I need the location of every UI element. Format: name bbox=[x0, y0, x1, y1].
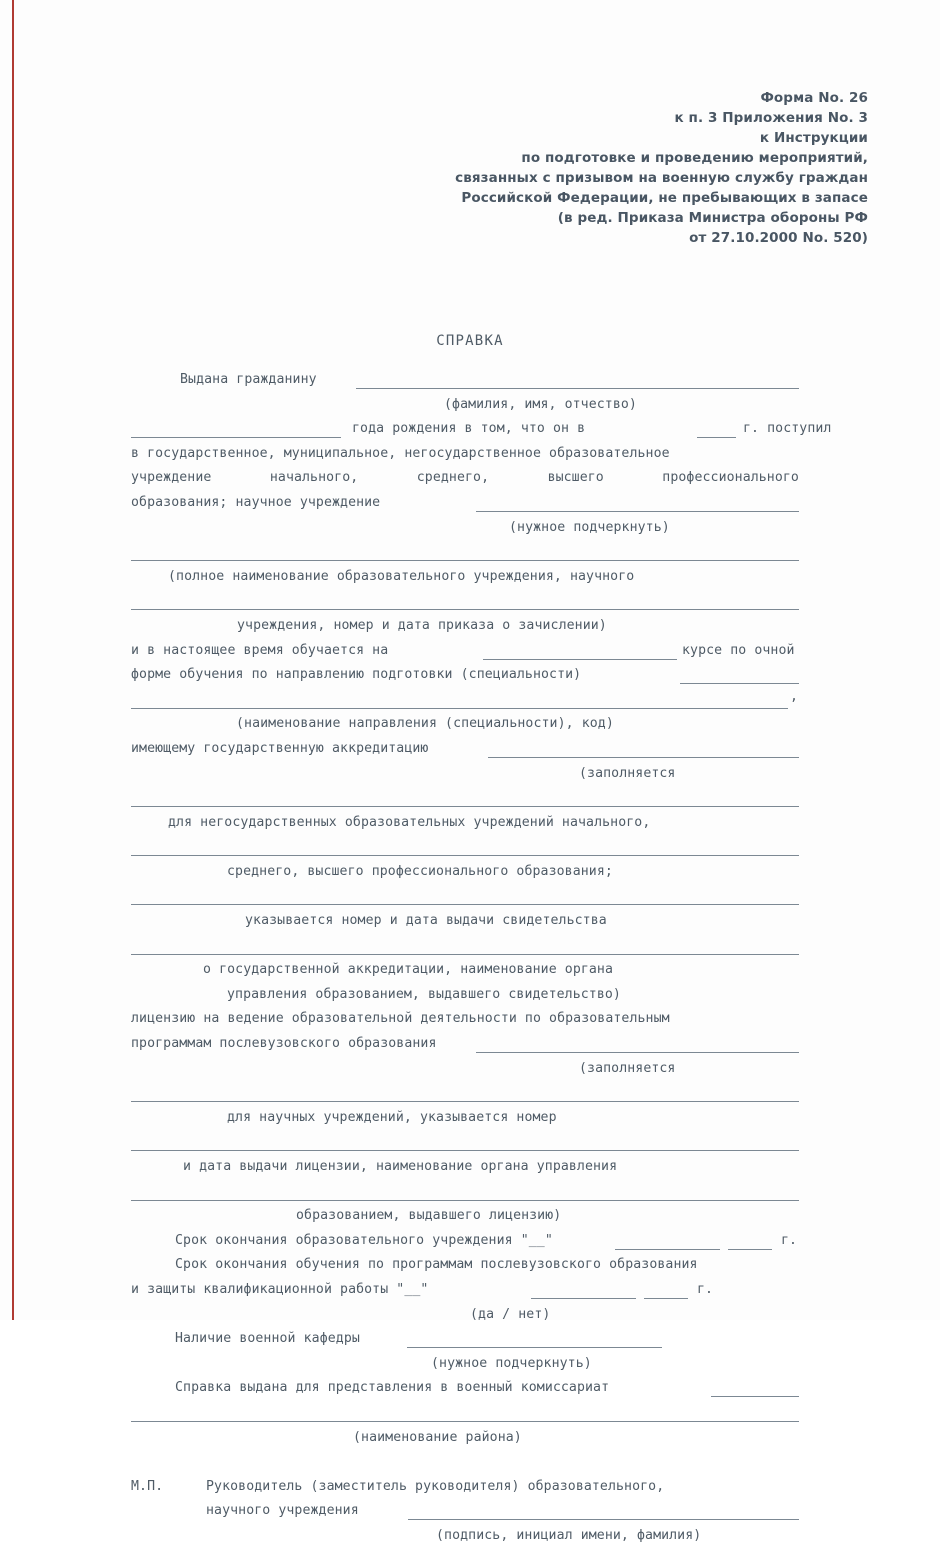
caption-fio: (фамилия, имя, отчество) bbox=[444, 396, 637, 412]
row-caption-sci-org bbox=[131, 1106, 799, 1131]
blank-district[interactable] bbox=[131, 1421, 799, 1422]
blank-accreditation[interactable] bbox=[488, 757, 799, 758]
row-underline-hint-2 bbox=[131, 1352, 799, 1377]
header-line-1: Форма No. 26 bbox=[760, 90, 868, 106]
row-fill-note-2 bbox=[131, 1057, 799, 1082]
text-institution-types: в государственное, муниципальное, негосударственное образовательное bbox=[131, 445, 670, 461]
row-spacer-1 bbox=[131, 1450, 799, 1475]
blank-levels[interactable] bbox=[131, 855, 799, 856]
row-caption-full-name bbox=[131, 565, 799, 590]
label-admitted: г. поступил bbox=[743, 421, 832, 437]
row-underline-hint-1 bbox=[131, 516, 799, 541]
blank-graduation-month[interactable] bbox=[615, 1249, 720, 1250]
text-scientific-institution: образования; научное учреждение bbox=[131, 494, 381, 510]
blank-sci-org[interactable] bbox=[131, 1101, 799, 1102]
header-line-2: к п. 3 Приложения No. 3 bbox=[674, 110, 868, 126]
caption-order-number: учреждения, номер и дата приказа о зачислении) bbox=[237, 617, 607, 633]
caption-signature: (подпись, инициал имени, фамилия) bbox=[436, 1527, 702, 1543]
text-level-professional: профессионального bbox=[662, 470, 799, 486]
text-license: лицензию на ведение образовательной деятельности по образовательным bbox=[131, 1011, 670, 1027]
text-level-higher: высшего bbox=[547, 470, 604, 486]
row-military-department bbox=[131, 1327, 799, 1352]
row-blank-cert-body bbox=[131, 934, 799, 959]
row-accreditation bbox=[131, 737, 799, 762]
blank-course[interactable] bbox=[483, 659, 677, 660]
caption-sci-org: для научных учреждений, указывается номер bbox=[227, 1109, 557, 1125]
text-accreditation: имеющему государственную аккредитацию bbox=[131, 740, 429, 756]
caption-levels: среднего, высшего профессионального образования; bbox=[227, 863, 613, 879]
text-thesis-year-suffix: г. bbox=[697, 1281, 714, 1297]
text-signatory: Руководитель (заместитель руководителя) образовательного, bbox=[206, 1478, 665, 1494]
row-thesis-defense bbox=[131, 1278, 799, 1303]
row-caption-license-body bbox=[131, 1204, 799, 1229]
row-institution-types bbox=[131, 442, 799, 467]
row-blank-specialty-2 bbox=[131, 688, 799, 713]
label-issued-to: Выдана гражданину bbox=[180, 372, 317, 387]
text-postgrad-end: Срок окончания обучения по программам послевузовского образования bbox=[175, 1257, 698, 1273]
header-line-8: от 27.10.2000 No. 520) bbox=[689, 230, 868, 246]
blank-signature[interactable] bbox=[408, 1519, 799, 1520]
text-postgrad-programs: программам послевузовского образования bbox=[131, 1036, 437, 1052]
blank-specialty[interactable] bbox=[680, 683, 799, 684]
text-level-uchrezhdenie: учреждение bbox=[131, 470, 212, 486]
text-level-secondary: среднего, bbox=[416, 470, 490, 486]
text-military-department: Наличие военной кафедры bbox=[175, 1331, 360, 1347]
row-caption-accred-body bbox=[131, 958, 799, 983]
text-graduation-year-suffix: г. bbox=[781, 1232, 798, 1248]
caption-district: (наименование района) bbox=[353, 1429, 522, 1445]
text-graduation-date: Срок окончания образовательного учреждения "__" bbox=[175, 1232, 553, 1248]
row-blank-full-2 bbox=[131, 589, 799, 614]
row-education-levels bbox=[131, 466, 799, 491]
row-blank-levels bbox=[131, 835, 799, 860]
row-caption-cert bbox=[131, 909, 799, 934]
row-caption-levels bbox=[131, 860, 799, 885]
blank-nongov[interactable] bbox=[131, 806, 799, 807]
row-caption-license-date bbox=[131, 1155, 799, 1180]
text-issued-for: Справка выдана для представления в военный комиссариат bbox=[175, 1380, 610, 1396]
caption-underline-2: (нужное подчеркнуть) bbox=[431, 1355, 592, 1371]
caption-accred-body: о государственной аккредитации, наименование органа bbox=[203, 962, 614, 978]
blank-full-name-institution[interactable] bbox=[131, 560, 799, 561]
row-blank-district bbox=[131, 1401, 799, 1426]
row-blank-full-1 bbox=[131, 540, 799, 565]
stamp-place-label: М.П. bbox=[131, 1478, 164, 1494]
row-caption-district bbox=[131, 1426, 799, 1451]
row-blank-sci-org bbox=[131, 1081, 799, 1106]
blank-birth-year[interactable] bbox=[131, 437, 341, 438]
row-issued-to bbox=[131, 368, 799, 393]
header-line-5: связанных с призывом на военную службу граждан bbox=[455, 170, 868, 186]
page-title: СПРАВКА bbox=[436, 333, 504, 349]
blank-commissariat[interactable] bbox=[711, 1396, 799, 1397]
caption-cert: указывается номер и дата выдачи свидетельства bbox=[245, 913, 607, 929]
blank-scientific-institution[interactable] bbox=[476, 511, 799, 512]
caption-accred-body-2: управления образованием, выдавшего свидетельство) bbox=[227, 986, 621, 1002]
header-line-3: к Инструкции bbox=[759, 130, 868, 146]
blank-cert[interactable] bbox=[131, 904, 799, 905]
text-level-primary: начального, bbox=[269, 470, 359, 486]
blank-military-department[interactable] bbox=[407, 1347, 662, 1348]
blank-cert-body[interactable] bbox=[131, 954, 799, 955]
form-body bbox=[131, 368, 832, 1549]
left-margin-rule bbox=[12, 0, 14, 1320]
caption-full-name-institution: (полное наименование образовательного учреждения, научного bbox=[168, 568, 635, 584]
blank-order-number[interactable] bbox=[131, 609, 799, 610]
row-signatory bbox=[131, 1475, 799, 1500]
row-current-course bbox=[131, 639, 799, 664]
row-fill-note-1 bbox=[131, 762, 799, 787]
label-birth-year: года рождения в том, что он в bbox=[352, 421, 586, 437]
row-blank-nongov bbox=[131, 786, 799, 811]
row-blank-license-body bbox=[131, 1180, 799, 1205]
caption-yes-no: (да / нет) bbox=[470, 1306, 551, 1322]
header-line-7: (в ред. Приказа Министра обороны РФ bbox=[557, 210, 868, 226]
row-signatory-2 bbox=[131, 1499, 799, 1524]
blank-thesis-month[interactable] bbox=[531, 1298, 636, 1299]
blank-specialty-cont[interactable] bbox=[131, 708, 788, 709]
form-header bbox=[455, 88, 868, 248]
caption-license-date: и дата выдачи лицензии, наименование органа управления bbox=[183, 1159, 618, 1174]
row-caption-signature bbox=[131, 1524, 799, 1549]
blank-license-body[interactable] bbox=[131, 1200, 799, 1201]
text-thesis-defense: и защиты квалификационной работы "__" bbox=[131, 1281, 429, 1297]
row-birth-year bbox=[131, 417, 832, 442]
caption-underline-1: (нужное подчеркнуть) bbox=[509, 519, 670, 535]
header-line-6: Российской Федерации, не пребывающих в запасе bbox=[461, 190, 868, 206]
header-line-4: по подготовке и проведению мероприятий, bbox=[521, 150, 868, 166]
blank-postgrad-programs[interactable] bbox=[476, 1052, 799, 1053]
caption-nongov: для негосударственных образовательных учреждений начального, bbox=[168, 814, 651, 830]
row-caption-nongov bbox=[131, 811, 799, 836]
caption-fill-1: (заполняется bbox=[579, 765, 676, 781]
row-caption-specialty bbox=[131, 712, 799, 737]
text-specialty: форме обучения по направлению подготовки (специальности) bbox=[131, 667, 582, 683]
row-license bbox=[131, 1007, 799, 1032]
comma-mark: , bbox=[790, 688, 799, 704]
blank-admission-year[interactable] bbox=[697, 437, 736, 438]
row-fio-caption bbox=[131, 393, 799, 418]
row-graduation-date bbox=[131, 1229, 799, 1254]
blank-graduation-year[interactable] bbox=[728, 1249, 772, 1250]
row-caption-accred-body-2 bbox=[131, 983, 799, 1008]
row-caption-order bbox=[131, 614, 799, 639]
row-blank-cert bbox=[131, 884, 799, 909]
text-signatory-2: научного учреждения bbox=[206, 1503, 359, 1519]
row-issued-for bbox=[131, 1376, 799, 1401]
text-course-suffix: курсе по очной bbox=[682, 642, 795, 658]
caption-license-body: образованием, выдавшего лицензию) bbox=[296, 1208, 562, 1224]
blank-thesis-year[interactable] bbox=[644, 1298, 688, 1299]
row-postgrad-end bbox=[131, 1253, 799, 1278]
blank-license-date[interactable] bbox=[131, 1150, 799, 1151]
blank-fio[interactable] bbox=[356, 388, 799, 389]
text-current-course: и в настоящее время обучается на bbox=[131, 642, 389, 658]
caption-fill-2: (заполняется bbox=[579, 1060, 676, 1076]
row-yes-no-caption bbox=[131, 1303, 799, 1328]
row-blank-license-date bbox=[131, 1130, 799, 1155]
row-scientific-institution bbox=[131, 491, 799, 516]
row-specialty bbox=[131, 663, 799, 688]
caption-specialty: (наименование направления (специальности), код) bbox=[236, 716, 614, 732]
row-postgrad-programs bbox=[131, 1032, 799, 1057]
